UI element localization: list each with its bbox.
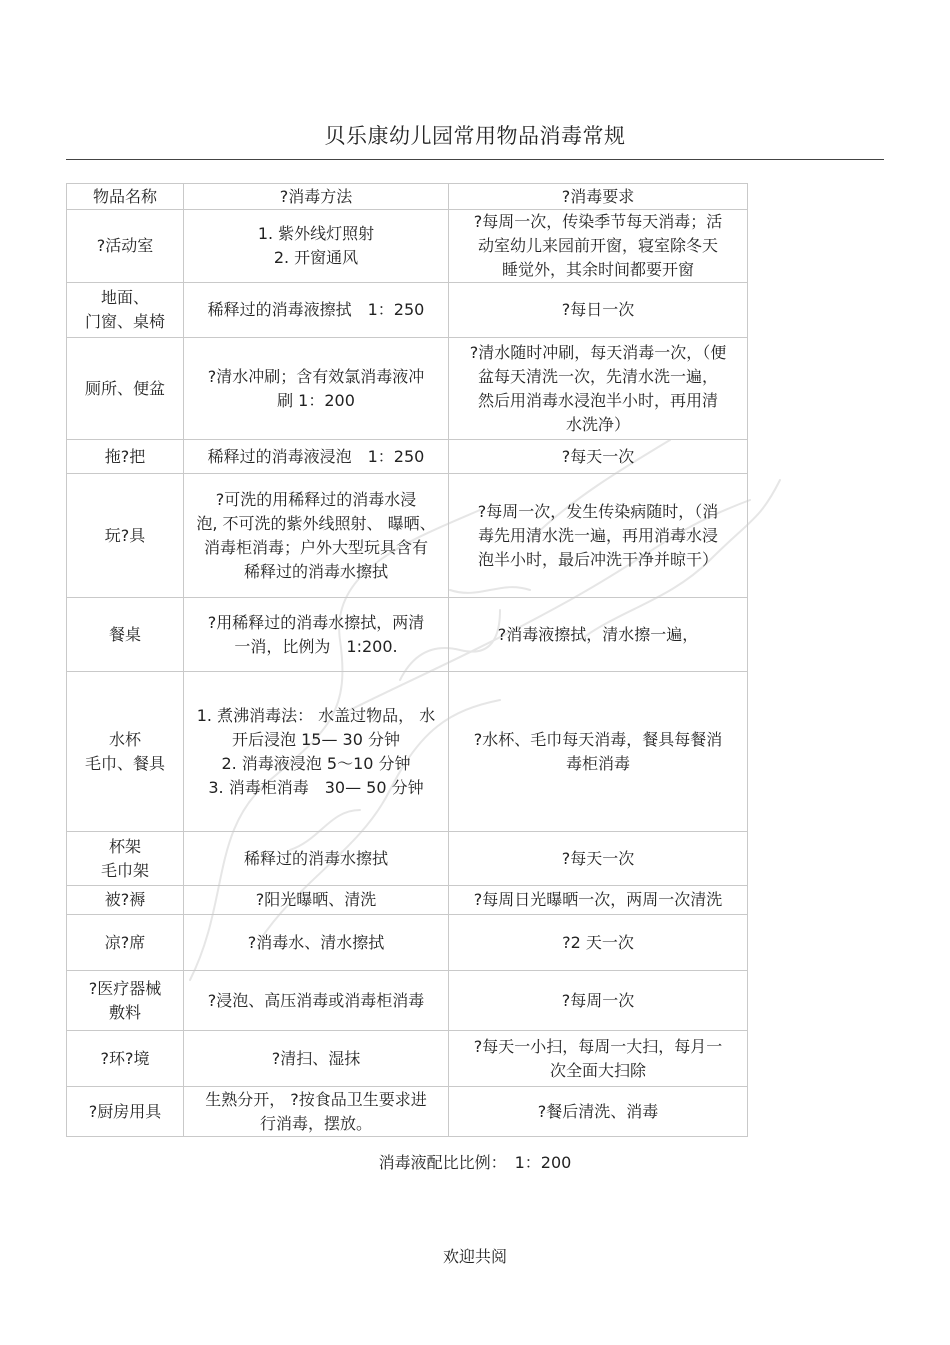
requirement-cell — [449, 474, 748, 598]
cell-text-line: 2. 开窗通风 — [273, 248, 359, 267]
table-row — [67, 1087, 748, 1137]
cell-text-line: 稀释过的消毒液浸泡 1：250 — [207, 446, 425, 466]
table-row — [67, 440, 748, 474]
cell-text-line: 地面、 — [100, 288, 149, 307]
cell-text-line: ?每周一次 — [561, 990, 635, 1010]
cell-text-line: 门窗、桌椅 — [84, 312, 165, 331]
requirement-cell — [449, 832, 748, 886]
cell-text-line: ?医疗器械 — [88, 978, 162, 998]
method-cell — [184, 886, 449, 915]
cell-text-line: ?消毒水、清水擦拭 — [247, 932, 385, 952]
cell-text-line: ?可洗的用稀释过的消毒水浸 — [215, 489, 417, 509]
item-name-cell — [67, 886, 184, 915]
cell-text-line: 泡半小时，最后冲洗干净并晾干） — [477, 549, 718, 569]
method-cell — [184, 474, 449, 598]
method-cell — [184, 598, 449, 672]
cell-text-line: ?每周日光曝晒一次，两周一次清洗 — [473, 890, 723, 909]
table-row — [67, 474, 748, 598]
item-name-cell — [67, 598, 184, 672]
cell-text-line: 拖?把 — [104, 446, 146, 466]
requirement-cell — [449, 210, 748, 283]
method-cell — [184, 440, 449, 474]
cell-text-line: 行消毒，摆放。 — [259, 1113, 372, 1133]
cell-text-line: 1. 煮沸消毒法： 水盖过物品， 水 — [196, 705, 436, 725]
cell-text-line: ?厨房用具 — [88, 1101, 162, 1121]
cell-text-line: ?浸泡、高压消毒或消毒柜消毒 — [207, 990, 425, 1010]
cell-text-line: 凉?席 — [104, 932, 146, 952]
cell-text-line: 2. 消毒液浸泡 5～10 分钟 — [221, 753, 411, 773]
requirement-cell — [449, 440, 748, 474]
cell-text-line: 动室幼儿来园前开窗，寝室除冬天 — [477, 236, 718, 255]
cell-text-line: ?清扫、湿抹 — [271, 1048, 361, 1068]
table-row — [67, 832, 748, 886]
table-header-row — [67, 184, 748, 210]
cell-text-line: 然后用消毒水浸泡半小时，再用清 — [477, 390, 718, 410]
table-row — [67, 1031, 748, 1087]
cell-text-line: 消毒柜消毒；户外大型玩具含有 — [203, 537, 428, 557]
cell-text-line: ?2 天一次 — [562, 932, 634, 952]
footer-text: 欢迎共阅 — [442, 1247, 507, 1266]
requirement-cell — [449, 283, 748, 338]
cell-text-line: ?活动室 — [96, 236, 154, 255]
table-row — [67, 886, 748, 915]
cell-text-line: 一消，比例为 1:200. — [234, 636, 398, 656]
item-name-cell — [67, 672, 184, 832]
cell-text-line: 被?褥 — [104, 890, 146, 909]
requirement-cell — [449, 672, 748, 832]
cell-text-line: 开后浸泡 15— 30 分钟 — [232, 729, 400, 749]
cell-text-line: 厕所、便盆 — [84, 378, 165, 398]
cell-text-line: ?每日一次 — [561, 300, 635, 319]
cell-text-line: ?每天一次 — [561, 446, 635, 466]
cell-text-line: 盆每天清洗一次，先清水洗一遍， — [477, 366, 718, 386]
cell-text-line: ?阳光曝晒、清洗 — [255, 890, 377, 909]
cell-text-line: ?消毒液擦拭，清水擦一遍， — [497, 624, 699, 644]
cell-text-line: ?水杯、毛巾每天消毒，餐具每餐消 — [473, 729, 723, 749]
cell-text-line: ?清水冲刷；含有效氯消毒液冲 — [207, 366, 425, 386]
cell-text-line: 玩?具 — [104, 525, 146, 545]
method-cell — [184, 283, 449, 338]
cell-text-line: ?每周一次，传染季节每天消毒；活 — [473, 212, 723, 231]
disinfection-table — [66, 183, 748, 1137]
table-row — [67, 598, 748, 672]
cell-text-line: ?每天一小扫，每周一大扫，每月一 — [473, 1036, 723, 1056]
cell-text-line: 次全面大扫除 — [549, 1060, 646, 1080]
cell-text-line: ?清水随时冲刷，每天消毒一次，（便 — [469, 342, 727, 362]
cell-text-line: 水洗净） — [565, 414, 630, 434]
title-divider — [66, 159, 884, 160]
cell-text-line: 刷 1：200 — [277, 390, 355, 410]
header-requirement: ?消毒要求 — [449, 184, 748, 210]
method-cell — [184, 1087, 449, 1137]
item-name-cell — [67, 210, 184, 283]
cell-text-line: 毛巾、餐具 — [84, 753, 165, 773]
table-row — [67, 338, 748, 440]
item-name-cell — [67, 283, 184, 338]
cell-text-line: 稀释过的消毒水擦拭 — [243, 848, 388, 868]
table-row — [67, 210, 748, 283]
cell-text-line: 餐桌 — [108, 624, 141, 644]
cell-text-line: 毒柜消毒 — [565, 753, 630, 773]
cell-text-line: 泡, 不可洗的紫外线照射、 曝晒、 — [196, 513, 436, 533]
table-row — [67, 915, 748, 971]
item-name-cell — [67, 1087, 184, 1137]
header-method: ?消毒方法 — [184, 184, 449, 210]
item-name-cell — [67, 474, 184, 598]
cell-text-line: 稀释过的消毒液擦拭 1：250 — [207, 300, 425, 319]
method-cell — [184, 210, 449, 283]
cell-text-line: 睡觉外，其余时间都要开窗 — [501, 260, 694, 279]
table-row — [67, 283, 748, 338]
cell-text-line: 1. 紫外线灯照射 — [257, 224, 375, 243]
cell-text-line: ?环?境 — [100, 1048, 150, 1068]
requirement-cell — [449, 338, 748, 440]
cell-text-line: 3. 消毒柜消毒 30— 50 分钟 — [208, 777, 424, 797]
method-cell — [184, 915, 449, 971]
requirement-cell — [449, 1031, 748, 1087]
cell-text-line: 敷料 — [108, 1002, 141, 1022]
cell-text-line: ?每天一次 — [561, 848, 635, 868]
cell-text-line: ?餐后清洗、消毒 — [537, 1101, 659, 1121]
requirement-cell — [449, 598, 748, 672]
header-item-name: 物品名称 — [67, 184, 184, 210]
method-cell — [184, 971, 449, 1031]
method-cell — [184, 338, 449, 440]
requirement-cell — [449, 886, 748, 915]
cell-text-line: 稀释过的消毒水擦拭 — [243, 561, 388, 581]
item-name-cell — [67, 971, 184, 1031]
cell-text-line: ?用稀释过的消毒水擦拭，两清 — [207, 612, 425, 632]
page-title: 贝乐康幼儿园常用物品消毒常规 — [324, 124, 626, 148]
cell-text-line: 毛巾架 — [100, 860, 149, 880]
requirement-cell — [449, 1087, 748, 1137]
cell-text-line: 生熟分开， ?按食品卫生要求进 — [205, 1089, 427, 1109]
item-name-cell — [67, 338, 184, 440]
item-name-cell — [67, 915, 184, 971]
cell-text-line: ?每周一次，发生传染病随时，（消 — [477, 501, 719, 521]
cell-text-line: 杯架 — [108, 836, 141, 856]
requirement-cell — [449, 971, 748, 1031]
table-row — [67, 971, 748, 1031]
item-name-cell — [67, 1031, 184, 1087]
cell-text-line: 水杯 — [108, 729, 141, 749]
item-name-cell — [67, 440, 184, 474]
cell-text-line: 毒先用清水洗一遍，再用消毒水浸 — [477, 525, 718, 545]
table-row — [67, 672, 748, 832]
requirement-cell — [449, 915, 748, 971]
method-cell — [184, 672, 449, 832]
method-cell — [184, 832, 449, 886]
method-cell — [184, 1031, 449, 1087]
disinfectant-ratio-note: 消毒液配比比例： 1：200 — [378, 1153, 572, 1172]
item-name-cell — [67, 832, 184, 886]
